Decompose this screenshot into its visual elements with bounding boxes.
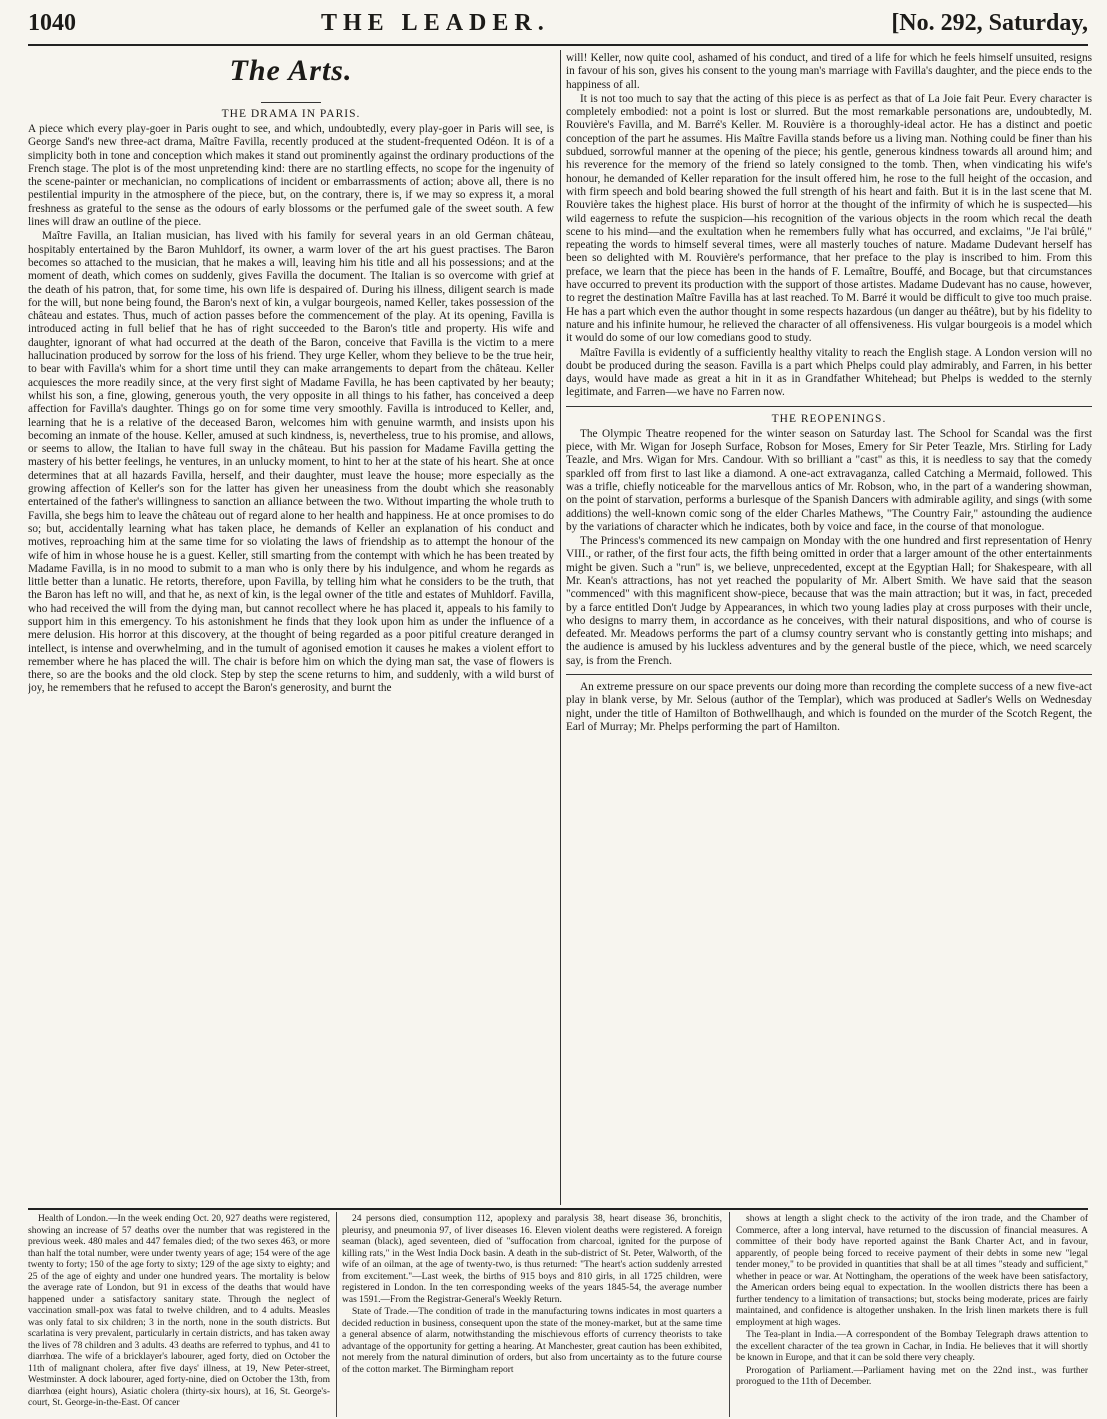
drama-continued-paragraph: will! Keller, now quite cool, ashamed of his conduct, and tired of a life for which he feels himself unsuited, resigns in favour of his son, gives his consent to the young man's marriage with Favilla's daughter, and the piece ends to the happiness of all. xyxy=(566,52,1092,91)
reopenings-paragraph: The Olympic Theatre reopened for the winter season on Saturday last. The School for Scandal was the first piece, with Mr. Wigan for Joseph Surface, Robson for Moses, Emery for Sir Peter Teazle, Mrs. Stirling for Lady Teazle, and Mrs. Wigan for Mrs. Candour. With so brilliant a "cast" as this, it is needless to say that the comedy sparkled off from first to last like a diamond. A one-act extravaganza, called Catching a Mermaid, followed. This was a trifle, chiefly noticeable for the marvellous antics of Mr. Robson, who, in the part of a wandering showman, on the point of starvation, performs a burlesque of the Spanish Dancers with admirable agility, and sings (with some additions) the well-known comic song of the elder Charles Mathews, "The Country Fair," astounding the audience by the variations of character which he indicates, both by voice and face, in the course of that monologue. xyxy=(566,427,1092,533)
drama-paragraph: A piece which every play-goer in Paris ought to see, and which, undoubtedly, every play-goer in Paris will see, is George Sand's new three-act drama, Maître Favilla, recently produced at the student-frequented Odéon. It is of a simplicity both in tone and conception which makes it stand out prominently against the ordinary productions of the French stage. The plot is of the most unpretending kind: there are no startling effects, no scope for the ingenuity of the scene-painter or mechanician, no complications of incident or embarrassments of action; above all, there is no pestilential impurity in the atmosphere of the piece, but, on the contrary, there is, if we may so express it, a moral freshness as grateful to the sense as the odours of early blossoms or the perfumed gale of the sweet south. A few lines will draw an outline of the piece. xyxy=(28,123,554,229)
page-number: 1040 xyxy=(28,10,76,36)
news-item: State of Trade.—The condition of trade in the manufacturing towns indicates in most quarters a decided reduction in business, consequent upon the state of the money-market, but at the same time a general absence of alarm, notwithstanding the mischievous efforts of currency theorists to take advantage of the opportunity for getting a hearing. At Manchester, great caution has been exhibited, not merely from the natural diminution of orders, but also from uncertainty as to the future course of the cotton market. The Birmingham report xyxy=(342,1307,722,1375)
article-divider xyxy=(566,406,1092,407)
column-divider xyxy=(560,50,561,1205)
news-item: Prorogation of Parliament.—Parliament having met on the 22nd inst., was further prorogued to the 11th of December. xyxy=(736,1365,1088,1387)
masthead-rule xyxy=(28,44,1088,46)
bottom-column-1 xyxy=(28,1214,330,1414)
drama-paragraph: Maître Favilla, an Italian musician, has lived with his family for several years in an old German château, hospitably entertained by the Baron Muhldorf, its owner, a warm lover of the art his guest practises. The Baron becomes so attached to the musician, that he makes a will, leaving him his title and all his possessions; and at the moment of death, which comes on suddenly, gives Favilla the document. The Italian is so overcome with grief at the death of his patron, that, for some time, his own life is despaired of. During his illness, diligent search is made for the will, but none being found, the Baron's next of kin, a vulgar bourgeois, named Keller, takes possession of the château and estates. Thus, much of action passes before the commencement of the play. At its opening, Favilla is introduced acting in full belief that he has of right succeeded to the Baron's title and property. His wife and daughter, ignorant of what had occurred at the death of the Baron, conceive that Favilla is the victim to a mere hallucination produced by sorrow for the loss of his friend. They urge Keller, whom they believe to be the true heir, to bear with Favilla's whim for a short time until they can make arrangements to depart from the château. Keller acquiesces the more readily since, at the very first sight of Madame Favilla, he has been captivated by her beauty; whilst his son, a fine, glowing, generous youth, the very opposite in all things to his father, has conceived a deep affection for Favilla's daughter. Things go on for some time very smoothly. Favilla is introduced to Keller, and, learning that he is a relative of the deceased Baron, welcomes him with genuine warmth, and insists upon his becoming an inmate of the house. Keller, amused at such kindness, is, nevertheless, true to his promise, and allows, or seems to allow, the Italian to have full sway in the château. But his passion for Madame Favilla getting the mastery of his better feelings, he ventures, in an unlucky moment, to hint to her at the state of his heart. She at once determines that at all hazards Favilla, herself, and their daughter, must leave the house; more especially as the growing affection of Keller's son for the latter has given her uneasiness from the doubt which she reasonably entertained of the father's willingness to sanction an alliance between the two. Without imparting the whole truth to Favilla, she begs him to leave the château out of regard alone to her health and happiness. He at once promises to do so; but, accidentally learning what has taken place, he demands of Keller an explanation of his conduct and motives, reproaching him at the same time for so violating the laws of friendship as to attempt the honour of the wife of him in whose house he is a guest. Keller, still smarting from the contempt with which he has been treated by Madame Favilla, is in no mood to submit to a man who is only there by his indulgence, and whom he regards as little better than a lunatic. He retorts, therefore, upon Favilla, by telling him what he considers to be the truth, that the Baron has left no will, and that he, as next of kin, is the legal owner of the title and estates of Muhldorf. Favilla, who had received the will from the dying man, but cannot recollect where he has placed it, appeals to his family to support him in this emergency. To his astonishment he finds that they look upon him as under the influence of a mere delusion. His horror at this discovery, at the thought of being regarded as a poor pitiful creature deranged in intellect, is intense and overwhelming, and in the tumult of agonised emotion it causes he makes a violent effort to remember where he has placed the will. The chair is before him on which the dying man sat, the vase of flowers is there, so are the books and the old clock. Step by step the scene returns to him, and suddenly, with a wild burst of joy, he remembers that he refused to accept the Baron's generosity, and burnt the xyxy=(28,230,554,695)
right-column xyxy=(566,52,1092,1202)
bottom-divider xyxy=(336,1212,337,1417)
title-rule xyxy=(261,102,321,103)
article-divider xyxy=(566,674,1092,675)
news-item: Health of London.—In the week ending Oct. 20, 927 deaths were registered, showing an increase of 57 deaths over the number that was registered in the previous week. 480 males and 447 females died; of the two sexes 463, or more than half the total number, were under twenty years of age; 154 were of the age twenty to forty; 150 of the age forty to sixty; 129 of the age sixty to eighty; and 25 of the age of eighty and under one hundred years. The mortality is below the average rate of London, but 91 in excess of the deaths that would have happened under a satisfactory sanitary state. Through the neglect of vaccination small-pox was fatal to twelve children, and to 4 adults. Measles was only fatal to six children; 3 in the north, none in the south districts. But scarlatina is very prevalent, particularly in certain districts, and has taken away the lives of 78 children and 3 adults. 43 deaths are referred to typhus, and 41 to diarrhœa. The wife of a bricklayer's labourer, aged forty, died on October the 11th of malignant cholera, after five days' illness, at 19, New Peter-street, Westminster. A dock labourer, aged forty-nine, died on October the 13th, from diarrhœa (eight hours), Asiatic cholera (thirty-six hours), at 16, St. George's-court, St. George-in-the-East. Of cancer xyxy=(28,1214,330,1408)
news-item: The Tea-plant in India.—A correspondent of the Bombay Telegraph draws attention to the excellent character of the tea grown in Cachar, in India. He believes that it will shortly be known in Europe, and that it can be sold there very cheaply. xyxy=(736,1330,1088,1363)
reopenings-paragraph: The Princess's commenced its new campaign on Monday with the one hundred and first representation of Henry VIII., or rather, of the first four acts, the fifth being omitted in order that a larger amount of the other entertainments might be given. Such a "run" is, we believe, unprecedented, except at the Egyptian Hall; for Shakespeare, with all Mr. Kean's attractions, has not yet reached the popularity of Mr. Albert Smith. We have said that the season "commenced" with this magnificent show-piece, because that was the main attraction; but it was, in fact, preceded by a farce entitled Don't Judge by Appearances, in which two young ladies play at cross purposes with their uncle, who designs to marry them, in accordance as he conceives, with their natural dispositions, and who of course is defeated. Mr. Meadows performs the part of a clumsy country servant who is constantly getting into mishaps; and the audience is amused by his luckless adventures and by the general bustle of the piece, which, we need scarcely say, is from the French. xyxy=(566,535,1092,667)
bottom-column-3 xyxy=(736,1214,1088,1414)
drama-in-paris-heading: THE DRAMA IN PARIS. xyxy=(221,108,361,120)
issue-info: [No. 292, Saturday, xyxy=(891,10,1088,36)
news-item: shows at length a slight check to the activity of the iron trade, and the Chamber of Commerce, after a long interval, have returned to the discussion of financial measures. A committee of their body have reported against the Bank Charter Act, and in favour, apparently, of people being forced to receive payment of their debts in some new "legal tender money," to be provided in quantities that shall be at all times "steady and sufficient," whether in peace or war. At Nottingham, the operations of the week have been satisfactory, the American orders being equal to expectation. In the woollen districts there has been a further tendency to a limitation of transactions; but, stocks being moderate, prices are fairly maintained, and confidence is altogether unshaken. In the Irish linen markets there is full employment at high wages. xyxy=(736,1214,1088,1328)
drama-continued-paragraph: It is not too much to say that the acting of this piece is as perfect as that of La Joie fait Peur. Every character is completely embodied: not a point is lost or slurred. But the most remarkable personations are, undoubtedly, M. Rouvière's Favilla, and M. Barré's Keller. M. Rouvière is a thoroughly-ideal actor. He has a distinct and poetic conception of the part he assumes. His Maître Favilla stands before us a living man. Nothing could be finer than his subdued, sorrowful manner at the opening of the piece; his gentle, generous kindness towards all around him; and his reverence for the memory of the friend so lately consigned to the tomb. Then, when vindicating his wife's honour, he demanded of Keller reparation for the insult offered him, he rose to the full height of the occasion, and with firm speech and bold bearing showed the full strength of his heart and faith. But it is in the last scene that M. Rouvière takes the highest place. His burst of horror at the thought of the infirmity of which he is suspected—his wild eagerness to refute the suspicion—his recognition of the various objects in the room which recal the death scene to his mind—and the exultation when he remembers fully what has occurred, and exclaims, "Je l'ai brûlé," repeating the words to himself several times, were all masterly touches of nature. Madame Dudevant herself has been so delighted with M. Rouvière's performance, that her preface to the play is inscribed to him. From this preface, we learn that the piece has been in the hands of F. Lemaître, Bouffé, and Bocage, but that circumstances have occurred to prevent its production with the support of those artistes. Madame Dudevant has no cause, however, to regret the destination Maître Favilla has at last reached. To M. Barré it would be difficult to give too much praise. He has a part which even the author thought in some respects hazardous (un danger au théâtre), but by his fidelity to nature and his infinite humour, he relieved the character of all offensiveness. His vulgar bourgeois is a model which it would do some of our low comedians good to study. xyxy=(566,92,1092,345)
section-divider xyxy=(28,1208,1088,1210)
reopenings-heading: THE REOPENINGS. xyxy=(771,412,887,425)
news-item: 24 persons died, consumption 112, apoplexy and paralysis 38, heart disease 36, bronchitis, pleurisy, and pneumonia 97, of liver diseases 16. Eleven violent deaths were registered. A foreign seaman (black), aged seventeen, died of "suffocation from charcoal, ignited for the purpose of killing rats," in the West India Dock basin. A death in the sub-district of St. Peter, Walworth, of the wife of an oilman, at the age of twenty-two, is thus returned: "The heart's action suddenly arrested from excitement."—Last week, the births of 915 boys and 810 girls, in all 1725 children, were registered in London. In the ten corresponding weeks of the years 1845-54, the average number was 1591.—From the Registrar-General's Weekly Return. xyxy=(342,1214,722,1305)
bottom-column-2 xyxy=(342,1214,722,1414)
drama-continued-paragraph: Maître Favilla is evidently of a sufficiently healthy vitality to reach the English stage. A London version will no doubt be produced during the season. Favilla is a part which Phelps could play admirably, and Farren, in his better days, would have made as great a hit in it as in Grandfather Whitehead; but Phelps is wedded to the sternly legitimate, and Farren—we have no Farren now. xyxy=(566,346,1092,399)
reopenings-paragraph: An extreme pressure on our space prevents our doing more than recording the complete success of a new five-act play in blank verse, by Mr. Selous (author of the Templar), which was produced at Sadler's Wells on Wednesday night, under the title of Hamilton of Bothwellhaugh, and which is founded on the murder of the Scotch Regent, the Earl of Murray; Mr. Phelps performing the part of Hamilton. xyxy=(566,681,1092,733)
masthead xyxy=(28,4,1088,44)
left-column xyxy=(28,52,554,1202)
bottom-divider xyxy=(729,1212,730,1417)
section-title: The Arts. xyxy=(229,54,353,87)
newspaper-title: THE LEADER. xyxy=(321,10,550,36)
